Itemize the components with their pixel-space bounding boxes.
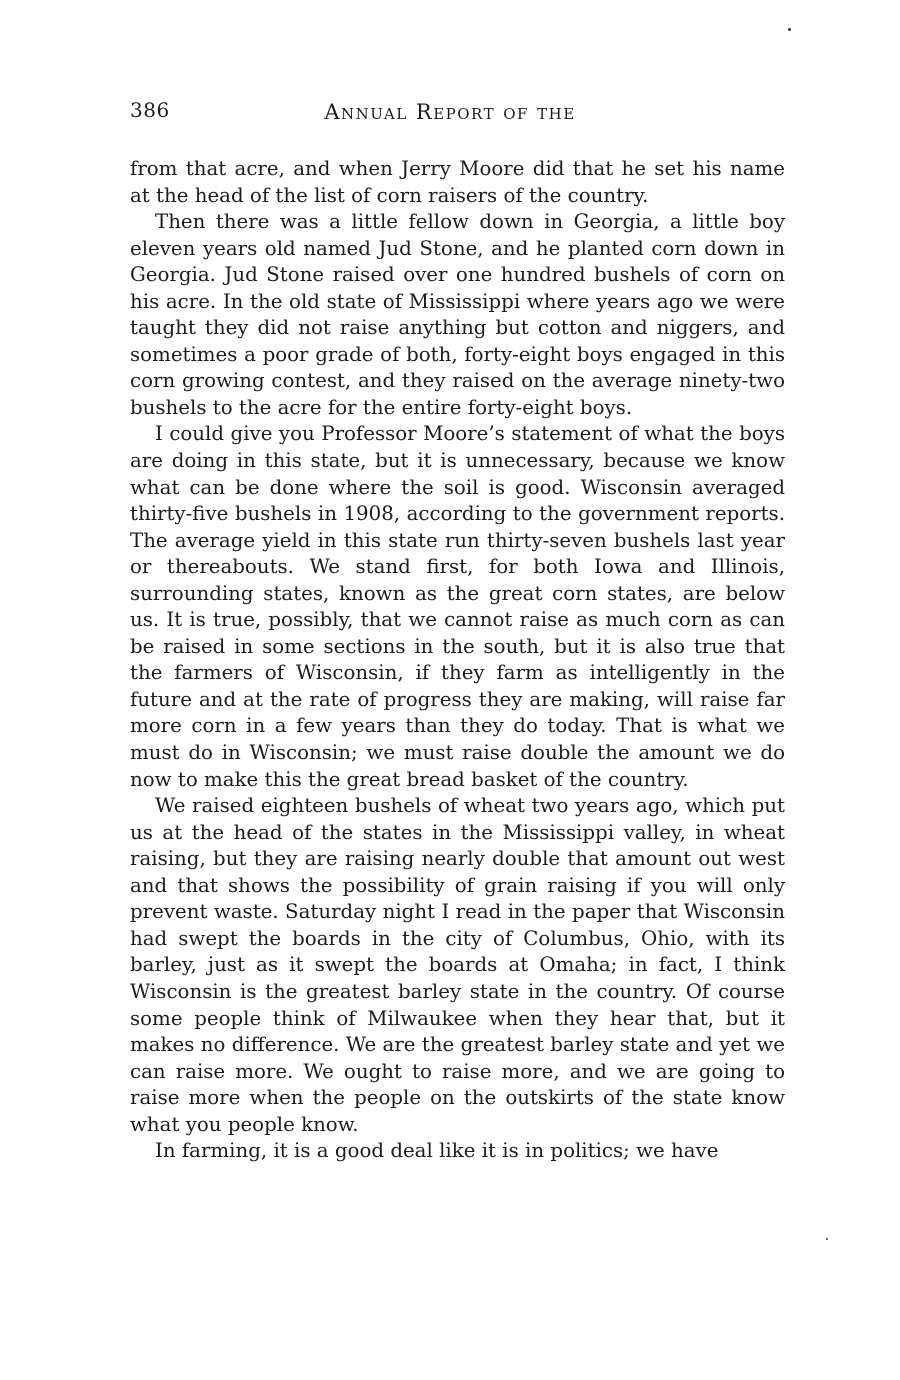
- running-head: Annual Report of the: [324, 100, 576, 124]
- paragraph-5: In farming, it is a good deal like it is in politics; we have: [155, 1139, 719, 1163]
- paragraph-1: from that acre, and when Jerry Moore did that he set his name at the head of the list of corn raisers of the country.: [130, 157, 785, 207]
- ink-speck: [826, 1238, 828, 1240]
- paragraph-4: We raised eighteen bushels of wheat two years ago, which put us at the head of the states in the Mississippi valley, in wheat raising, but they are raising nearly double that amount out west and that shows the possibility of grain raising if you will only prevent waste. Saturday night I read in the paper that Wisconsin had swept the boards in the city of Columbus, Ohio, with its barley, just as it swept the boards at Omaha; in fact, I think Wisconsin is the greatest barley state in the country. Of course some people think of Milwaukee when they hear that, but it makes no difference. We are the greatest barley state and yet we can raise more. We ought to raise more, and we are going to raise more when the people on the outskirts of the state know what you people know.: [130, 794, 785, 1136]
- ink-speck: [788, 28, 791, 31]
- page-number: 386: [130, 98, 170, 122]
- body-text: [130, 156, 785, 1165]
- paragraph-3: I could give you Professor Moore’s statement of what the boys are doing in this state, but it is unnecessary, because we know what can be done where the soil is good. Wisconsin averaged thirty-five bushels in 1908, according to the government reports. The average yield in this state run thirty-seven bushels last year or thereabouts. We stand first, for both Iowa and Illinois, surrounding states, known as the great corn states, are below us. It is true, possibly, that we cannot raise as much corn as can be raised in some sections in the south, but it is also true that the farmers of Wisconsin, if they farm as intelligently in the future and at the rate of progress they are making, will raise far more corn in a few years than they do today. That is what we must do in Wisconsin; we must raise double the amount we do now to make this the great bread basket of the country.: [130, 422, 785, 791]
- paragraph-2: Then there was a little fellow down in Georgia, a little boy eleven years old named Jud Stone, and he planted corn down in Georgia. Jud Stone raised over one hundred bushels of corn on his acre. In the old state of Mississippi where years ago we were taught they did not raise anything but cotton and niggers, and sometimes a poor grade of both, forty-eight boys engaged in this corn growing contest, and they raised on the average ninety-two bushels to the acre for the entire forty-eight boys.: [130, 210, 785, 419]
